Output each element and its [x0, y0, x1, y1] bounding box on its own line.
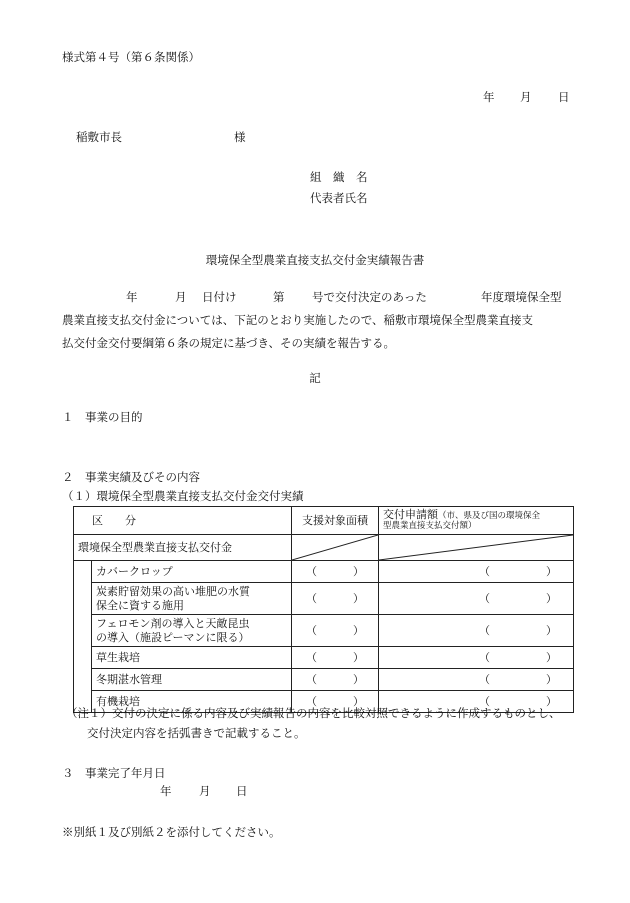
completion-year: 年 — [160, 784, 172, 798]
row-label: 有機栽培 — [92, 691, 292, 713]
org-label: 組 織 名 — [310, 170, 368, 184]
body-day-dated: 日付け — [202, 290, 237, 304]
total-row-amount-diagonal — [379, 535, 574, 561]
row-label: カバークロップ — [92, 561, 292, 583]
table-header-row — [74, 507, 574, 535]
note-line-1: （注１）交付の決定に係る内容及び実績報告の内容を比較対照できるように作成するものとし、 — [66, 706, 561, 720]
body-line-2: 農業直接支払交付金については、下記のとおり実施したので、稲敷市環境保全型農業直接支 — [62, 313, 534, 327]
section-1-heading: １ 事業の目的 — [62, 410, 143, 424]
header-area: 支援対象面積 — [292, 507, 379, 535]
header-amount-note: （市、県及び国の環境保全 — [438, 511, 541, 522]
total-row-area-diagonal — [292, 535, 379, 561]
body-line-3: 払交付金交付要綱第６条の規定に基づき、その実績を報告する。 — [62, 336, 396, 350]
header-category: 区 分 — [74, 507, 292, 535]
completion-day: 日 — [236, 784, 248, 798]
table-row: 冬期湛水管理 （ ） （ ） — [74, 669, 574, 691]
completion-month: 月 — [199, 784, 211, 798]
row-label: 草生栽培 — [92, 647, 292, 669]
table-row: 草生栽培 （ ） （ ） — [74, 647, 574, 669]
date-month: 月 — [520, 90, 532, 104]
header-amount: 交付申請額 — [383, 508, 438, 522]
row-label: フェロモン剤の導入と天敵昆虫 の導入（施設ピーマンに限る） — [92, 615, 292, 647]
ki-heading: 記 — [309, 371, 321, 385]
note-line-2: 交付決定内容を括弧書きで記載すること。 — [87, 726, 306, 740]
table-row: カバークロップ （ ） （ ） — [74, 561, 574, 583]
body-year: 年 — [126, 290, 138, 304]
section-3-heading: ３ 事業完了年月日 — [62, 766, 166, 780]
total-row-label: 環境保全型農業直接支払交付金 — [74, 535, 292, 561]
body-paragraph — [62, 286, 582, 355]
date-year: 年 — [483, 90, 495, 104]
row-label: 炭素貯留効果の高い堆肥の水質 保全に資する施用 — [92, 583, 292, 615]
page-title: 環境保全型農業直接支払交付金実績報告書 — [205, 253, 425, 267]
rep-label: 代表者氏名 — [310, 191, 368, 205]
body-fiscal: 年度環境保全型 — [481, 290, 562, 304]
body-rest: 号で交付決定のあった — [312, 290, 427, 304]
date-day: 日 — [558, 90, 570, 104]
subsection-heading: （１）環境保全型農業直接支払交付金交付実績 — [62, 489, 304, 503]
results-table — [73, 506, 574, 713]
table-row: 有機栽培 （ ） （ ） — [74, 691, 574, 713]
form-number: 様式第４号（第６条関係） — [62, 50, 200, 64]
addressee-honorific: 様 — [234, 130, 246, 144]
header-amount-note-2: 型農業直接支払交付額） — [383, 521, 477, 531]
body-dai: 第 — [273, 290, 285, 304]
table-row: 炭素貯留効果の高い堆肥の水質 保全に資する施用 （ ） （ ） — [74, 583, 574, 615]
header-amount-cell — [379, 507, 574, 535]
body-month: 月 — [175, 290, 187, 304]
footer-note: ※別紙１及び別紙２を添付してください。 — [62, 825, 281, 839]
section-2-heading: ２ 事業実績及びその内容 — [62, 470, 200, 484]
total-row — [74, 535, 574, 561]
row-label: 冬期湛水管理 — [92, 669, 292, 691]
table-row: フェロモン剤の導入と天敵昆虫 の導入（施設ピーマンに限る） （ ） （ ） — [74, 615, 574, 647]
addressee-name: 稲敷市長 — [76, 130, 122, 144]
